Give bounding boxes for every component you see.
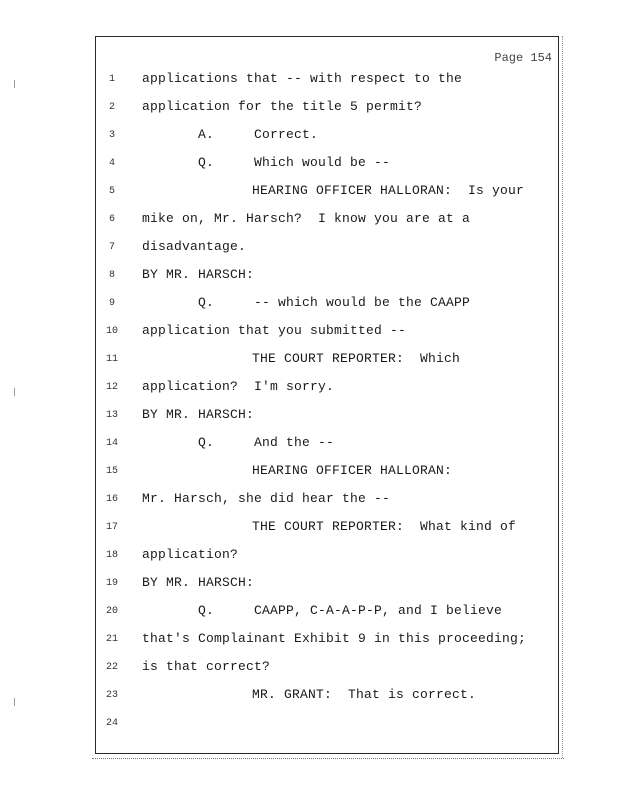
line-text: Mr. Harsch, she did hear the --	[142, 491, 391, 506]
line-number: 3	[108, 130, 115, 141]
line-text: Q. CAAPP, C-A-A-P-P, and I believe	[198, 603, 503, 618]
line-text: applications that -- with respect to the	[142, 71, 463, 86]
transcript-line	[96, 295, 558, 323]
line-number: 2	[108, 102, 115, 113]
transcript-line	[96, 435, 558, 463]
transcript-line	[96, 211, 558, 239]
transcript-line	[96, 547, 558, 575]
line-text: application for the title 5 permit?	[142, 99, 423, 114]
line-text: mike on, Mr. Harsch? I know you are at a	[142, 211, 471, 226]
line-number: 11	[105, 354, 118, 365]
line-number: 16	[105, 494, 118, 505]
transcript-lines	[96, 71, 558, 743]
line-number: 6	[108, 214, 115, 225]
line-text: Q. And the --	[198, 435, 335, 450]
line-number: 4	[108, 158, 115, 169]
transcript-line	[96, 351, 558, 379]
line-number: 7	[108, 242, 115, 253]
line-number: 24	[105, 718, 118, 729]
transcript-line	[96, 407, 558, 435]
line-text: application? I'm sorry.	[142, 379, 335, 394]
line-text: THE COURT REPORTER: Which	[252, 351, 461, 366]
line-number: 5	[108, 186, 115, 197]
line-text: A. Correct.	[198, 127, 319, 142]
transcript-line	[96, 659, 558, 687]
line-text: disadvantage.	[142, 239, 247, 254]
line-text: MR. GRANT: That is correct.	[252, 687, 477, 702]
transcript-line	[96, 183, 558, 211]
bottom-dotted-rule	[92, 758, 564, 761]
transcript-line	[96, 71, 558, 99]
transcript-line	[96, 687, 558, 715]
line-number: 14	[105, 438, 118, 449]
line-text: BY MR. HARSCH:	[142, 575, 255, 590]
margin-mark-top	[14, 80, 17, 88]
transcript-line	[96, 323, 558, 351]
line-text: is that correct?	[142, 659, 271, 674]
line-number: 18	[105, 550, 118, 561]
line-text: that's Complainant Exhibit 9 in this proceeding;	[142, 631, 527, 646]
line-number: 12	[105, 382, 118, 393]
transcript-line	[96, 631, 558, 659]
line-number: 1	[108, 74, 115, 85]
line-number: 8	[108, 270, 115, 281]
line-text: Q. -- which would be the CAAPP	[198, 295, 471, 310]
margin-mark-bottom	[14, 698, 17, 706]
line-number: 19	[105, 578, 118, 589]
line-text: THE COURT REPORTER: What kind of	[252, 519, 517, 534]
transcript-line	[96, 267, 558, 295]
line-number: 9	[108, 298, 115, 309]
line-text: application that you submitted --	[142, 323, 407, 338]
page-number: Page 154	[494, 51, 552, 65]
line-text: HEARING OFFICER HALLORAN:	[252, 463, 453, 478]
line-text: BY MR. HARSCH:	[142, 407, 255, 422]
transcript-line	[96, 715, 558, 743]
transcript-line	[96, 491, 558, 519]
line-text: application?	[142, 547, 239, 562]
line-number: 13	[105, 410, 118, 421]
transcript-line	[96, 99, 558, 127]
right-dotted-rule	[562, 36, 565, 758]
transcript-line	[96, 127, 558, 155]
line-text: HEARING OFFICER HALLORAN: Is your	[252, 183, 525, 198]
transcript-line	[96, 575, 558, 603]
line-text: Q. Which would be --	[198, 155, 391, 170]
transcript-line	[96, 155, 558, 183]
transcript-line	[96, 239, 558, 267]
line-number: 20	[105, 606, 118, 617]
line-text: BY MR. HARSCH:	[142, 267, 255, 282]
line-number: 22	[105, 662, 118, 673]
line-number: 17	[105, 522, 118, 533]
line-number: 23	[105, 690, 118, 701]
line-number: 21	[105, 634, 118, 645]
transcript-line	[96, 603, 558, 631]
transcript-line	[96, 379, 558, 407]
transcript-line	[96, 463, 558, 491]
transcript-page	[95, 36, 559, 754]
margin-mark-middle	[14, 388, 17, 396]
transcript-line	[96, 519, 558, 547]
line-number: 15	[105, 466, 118, 477]
line-number: 10	[105, 326, 118, 337]
